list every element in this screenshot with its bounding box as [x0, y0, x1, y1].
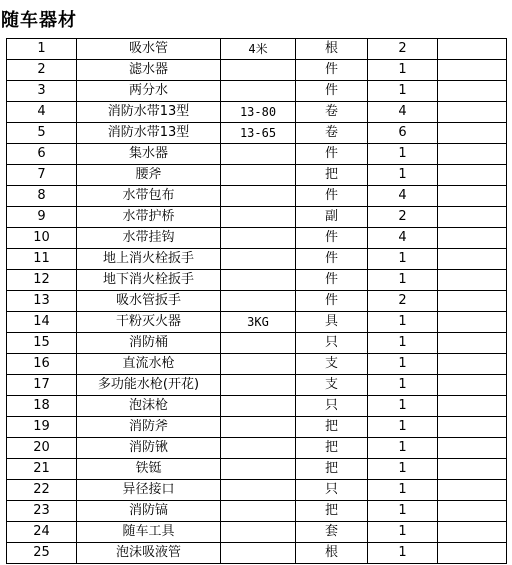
- cell-unit: 卷: [296, 123, 368, 144]
- cell-item-name: 随车工具: [77, 522, 221, 543]
- cell-unit: 副: [296, 207, 368, 228]
- cell-item-name: 干粉灭火器: [77, 312, 221, 333]
- cell-number: 24: [7, 522, 77, 543]
- cell-number: 6: [7, 144, 77, 165]
- cell-quantity: 1: [368, 417, 438, 438]
- cell-item-name: 水带包布: [77, 186, 221, 207]
- table-row: [7, 396, 507, 417]
- cell-spec: [221, 480, 296, 501]
- cell-quantity: 1: [368, 354, 438, 375]
- cell-item-name: 消防桶: [77, 333, 221, 354]
- cell-empty: [438, 249, 507, 270]
- cell-number: 25: [7, 543, 77, 564]
- cell-quantity: 4: [368, 228, 438, 249]
- cell-unit: 支: [296, 354, 368, 375]
- page-title: 随车器材: [1, 10, 77, 31]
- cell-spec: [221, 375, 296, 396]
- cell-unit: 件: [296, 81, 368, 102]
- cell-item-name: 集水器: [77, 144, 221, 165]
- cell-empty: [438, 480, 507, 501]
- cell-empty: [438, 522, 507, 543]
- table-row: [7, 417, 507, 438]
- cell-unit: 只: [296, 396, 368, 417]
- cell-quantity: 1: [368, 522, 438, 543]
- table-row: [7, 333, 507, 354]
- cell-unit: 把: [296, 501, 368, 522]
- cell-number: 15: [7, 333, 77, 354]
- cell-quantity: 2: [368, 291, 438, 312]
- cell-number: 16: [7, 354, 77, 375]
- cell-item-name: 两分水: [77, 81, 221, 102]
- cell-quantity: 1: [368, 459, 438, 480]
- cell-number: 1: [7, 39, 77, 60]
- cell-spec: [221, 354, 296, 375]
- cell-spec: 4米: [221, 39, 296, 60]
- cell-item-name: 消防镐: [77, 501, 221, 522]
- cell-item-name: 滤水器: [77, 60, 221, 81]
- cell-quantity: 1: [368, 312, 438, 333]
- cell-unit: 件: [296, 270, 368, 291]
- cell-empty: [438, 312, 507, 333]
- cell-unit: 件: [296, 228, 368, 249]
- cell-unit: 件: [296, 60, 368, 81]
- cell-item-name: 铁铤: [77, 459, 221, 480]
- cell-spec: [221, 165, 296, 186]
- table-row: [7, 543, 507, 564]
- cell-empty: [438, 396, 507, 417]
- cell-number: 18: [7, 396, 77, 417]
- cell-empty: [438, 459, 507, 480]
- cell-unit: 把: [296, 438, 368, 459]
- cell-item-name: 水带挂钩: [77, 228, 221, 249]
- cell-empty: [438, 333, 507, 354]
- cell-unit: 件: [296, 144, 368, 165]
- cell-unit: 根: [296, 543, 368, 564]
- cell-number: 8: [7, 186, 77, 207]
- cell-item-name: 消防水带13型: [77, 102, 221, 123]
- cell-item-name: 消防水带13型: [77, 123, 221, 144]
- cell-quantity: 1: [368, 249, 438, 270]
- cell-quantity: 4: [368, 102, 438, 123]
- cell-quantity: 1: [368, 81, 438, 102]
- table-row: [7, 522, 507, 543]
- cell-number: 2: [7, 60, 77, 81]
- cell-spec: [221, 333, 296, 354]
- cell-spec: [221, 270, 296, 291]
- cell-unit: 件: [296, 186, 368, 207]
- table-row: [7, 312, 507, 333]
- cell-empty: [438, 291, 507, 312]
- cell-unit: 把: [296, 417, 368, 438]
- table-row: [7, 354, 507, 375]
- cell-quantity: 6: [368, 123, 438, 144]
- cell-unit: 套: [296, 522, 368, 543]
- cell-empty: [438, 39, 507, 60]
- cell-item-name: 吸水管扳手: [77, 291, 221, 312]
- cell-unit: 只: [296, 333, 368, 354]
- table-row: [7, 207, 507, 228]
- cell-spec: [221, 417, 296, 438]
- cell-quantity: 1: [368, 144, 438, 165]
- cell-unit: 把: [296, 165, 368, 186]
- cell-item-name: 地下消火栓扳手: [77, 270, 221, 291]
- cell-item-name: 异径接口: [77, 480, 221, 501]
- cell-spec: [221, 186, 296, 207]
- table-row: [7, 102, 507, 123]
- cell-empty: [438, 501, 507, 522]
- cell-spec: [221, 543, 296, 564]
- cell-number: 5: [7, 123, 77, 144]
- cell-number: 10: [7, 228, 77, 249]
- cell-number: 13: [7, 291, 77, 312]
- cell-quantity: 4: [368, 186, 438, 207]
- equipment-table: [6, 38, 507, 564]
- cell-spec: 3KG: [221, 312, 296, 333]
- cell-quantity: 1: [368, 438, 438, 459]
- cell-number: 22: [7, 480, 77, 501]
- cell-number: 4: [7, 102, 77, 123]
- cell-number: 20: [7, 438, 77, 459]
- table-row: [7, 228, 507, 249]
- cell-spec: [221, 459, 296, 480]
- cell-empty: [438, 354, 507, 375]
- table-row: [7, 123, 507, 144]
- cell-quantity: 1: [368, 375, 438, 396]
- cell-number: 9: [7, 207, 77, 228]
- cell-item-name: 消防斧: [77, 417, 221, 438]
- table-row: [7, 459, 507, 480]
- cell-spec: [221, 207, 296, 228]
- table-row: [7, 480, 507, 501]
- cell-quantity: 1: [368, 543, 438, 564]
- cell-spec: [221, 396, 296, 417]
- cell-empty: [438, 186, 507, 207]
- cell-spec: 13-80: [221, 102, 296, 123]
- cell-item-name: 多功能水枪(开花): [77, 375, 221, 396]
- table-row: [7, 501, 507, 522]
- cell-quantity: 1: [368, 480, 438, 501]
- cell-number: 12: [7, 270, 77, 291]
- cell-spec: [221, 522, 296, 543]
- table-body: [7, 39, 507, 564]
- cell-item-name: 泡沫吸液管: [77, 543, 221, 564]
- table-row: [7, 60, 507, 81]
- cell-item-name: 消防锹: [77, 438, 221, 459]
- cell-unit: 具: [296, 312, 368, 333]
- table-row: [7, 165, 507, 186]
- cell-empty: [438, 417, 507, 438]
- cell-number: 11: [7, 249, 77, 270]
- cell-empty: [438, 60, 507, 81]
- cell-quantity: 1: [368, 333, 438, 354]
- cell-empty: [438, 102, 507, 123]
- cell-number: 14: [7, 312, 77, 333]
- cell-unit: 卷: [296, 102, 368, 123]
- cell-item-name: 直流水枪: [77, 354, 221, 375]
- cell-empty: [438, 81, 507, 102]
- table-row: [7, 186, 507, 207]
- cell-number: 21: [7, 459, 77, 480]
- cell-number: 23: [7, 501, 77, 522]
- cell-empty: [438, 438, 507, 459]
- cell-empty: [438, 165, 507, 186]
- cell-unit: 把: [296, 459, 368, 480]
- cell-number: 7: [7, 165, 77, 186]
- cell-spec: [221, 60, 296, 81]
- cell-spec: [221, 228, 296, 249]
- cell-empty: [438, 228, 507, 249]
- table-row: [7, 39, 507, 60]
- table-row: [7, 270, 507, 291]
- cell-item-name: 腰斧: [77, 165, 221, 186]
- cell-quantity: 1: [368, 396, 438, 417]
- cell-quantity: 1: [368, 501, 438, 522]
- cell-empty: [438, 144, 507, 165]
- table-row: [7, 249, 507, 270]
- cell-spec: [221, 438, 296, 459]
- table-row: [7, 81, 507, 102]
- cell-spec: 13-65: [221, 123, 296, 144]
- cell-number: 17: [7, 375, 77, 396]
- table-row: [7, 438, 507, 459]
- cell-number: 19: [7, 417, 77, 438]
- cell-quantity: 1: [368, 270, 438, 291]
- table-row: [7, 375, 507, 396]
- cell-spec: [221, 291, 296, 312]
- cell-unit: 根: [296, 39, 368, 60]
- cell-empty: [438, 123, 507, 144]
- cell-quantity: 2: [368, 39, 438, 60]
- cell-item-name: 地上消火栓扳手: [77, 249, 221, 270]
- table-row: [7, 144, 507, 165]
- cell-item-name: 吸水管: [77, 39, 221, 60]
- cell-spec: [221, 501, 296, 522]
- cell-unit: 件: [296, 291, 368, 312]
- cell-spec: [221, 144, 296, 165]
- cell-empty: [438, 543, 507, 564]
- cell-quantity: 1: [368, 60, 438, 81]
- cell-unit: 支: [296, 375, 368, 396]
- cell-empty: [438, 207, 507, 228]
- cell-empty: [438, 375, 507, 396]
- table-row: [7, 291, 507, 312]
- cell-unit: 只: [296, 480, 368, 501]
- cell-item-name: 泡沫枪: [77, 396, 221, 417]
- cell-empty: [438, 270, 507, 291]
- cell-spec: [221, 81, 296, 102]
- cell-quantity: 1: [368, 165, 438, 186]
- cell-item-name: 水带护桥: [77, 207, 221, 228]
- cell-quantity: 2: [368, 207, 438, 228]
- cell-number: 3: [7, 81, 77, 102]
- cell-spec: [221, 249, 296, 270]
- cell-unit: 件: [296, 249, 368, 270]
